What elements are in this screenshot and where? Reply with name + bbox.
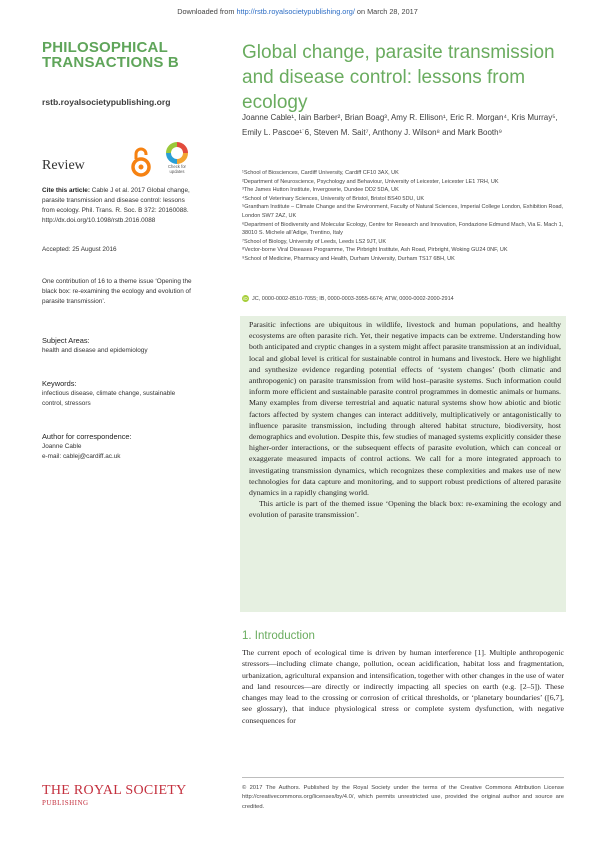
download-notice: Downloaded from http://rstb.royalsocietypublishing.org/ on March 28, 2017 [177,7,418,16]
cite-text: Cable J et al. 2017 Global change, parasite transmission and disease control: lessons from ecology. Phil. Trans. R. Soc. B 372: 20160088. [42,187,190,214]
check-for-updates-badge[interactable]: Check for updates [163,142,191,182]
abstract [249,319,561,521]
article-title: Global change, parasite transmission and disease control: lessons from ecology [242,42,555,113]
accepted-date: Accepted: 25 August 2016 [42,246,117,253]
publisher-logo: THE ROYAL SOCIETY [42,783,187,798]
journal-name: PHILOSOPHICAL TRANSACTIONS B [42,39,179,71]
doi-link[interactable]: http://dx.doi.org/10.1098/rstb.2016.0088 [42,217,156,224]
affiliation: ⁹School of Medicine, Pharmacy and Health, Durham University, Durham TS17 6BH, UK [242,255,455,262]
abstract-text: Parasitic infections are ubiquitous in wildlife, livestock and human populations, and healthy ecosystems are often parasite rich. Yet, their negative impacts can be extreme. Understanding how both anticipated and cryptic changes in a system might affect parasite transmission at an individual, local and global level is critical for sustainable control in humans and livestock. Here we highlight and synthesize evidence regarding potential effects of ‘system changes’ (both climatic and anthropogenic) on parasite transmission from wild host–parasite systems. Such information could inform more efficient and sustainable parasite control programmes in domestic animals or humans. Many examples from diverse terrestrial and aquatic natural systems show how abiotic and biotic factors affected by system changes can interact additively, multiplicatively or antagonistically to influence parasite transmission, including through altered habitat structure, biodiversity, host demographics and evolution. Despite this, few studies of managed systems explicitly consider these higher-order interactions, or the subsequent effects of parasite evolution, which can conceal or exaggerate measured impacts of control actions. We call for a more integrated approach to investigating transmission dynamics, which recognizes these complexities and makes use of new technologies for data capture and monitoring, and to support robust predictions of altered parasite dynamics in a rapidly changing world. [249,320,561,498]
affiliation: ²Department of Neuroscience, Psychology and Behaviour, University of Leicester, Leicester LE1 7RH, UK [242,178,499,185]
keywords: Keywords: infectious disease, climate change, sustainable control, stressors [42,379,176,407]
journal-website[interactable]: rstb.royalsocietypublishing.org [42,97,171,107]
section-body: The current epoch of ecological time is driven by human interference [1]. Multiple anthropogenic stressors—including climate change, pollution, ocean acidification, habitat loss and fragmentation, urbanization, agricultural expansion and intensification, together with other changes in the use of water and land resources—are directly or indirectly impacting all species on earth (e.g. [2–5]). These changes may lead to the crossing or corrosion of critical thresholds, or ‘planetary boundaries’ ([6,7], see glossary), that induce physiological stress or complete system dysfunction, with negative consequences for [242,648,564,725]
citation-block [42,186,192,226]
affiliation: ⁷School of Biology, University of Leeds, Leeds LS2 9JT, UK [242,238,387,245]
correspondence: Author for correspondence: Joanne Cable e-mail: cablej@cardiff.ac.uk [42,432,192,462]
affiliation: ⁸Vector-borne Viral Diseases Programme, The Pirbright Institute, Ash Road, Pirbright, Woking GU24 0NF, UK [242,247,508,254]
correspondence-email[interactable]: e-mail: cablej@cardiff.ac.uk [42,453,121,460]
cite-label: Cite this article: [42,187,90,194]
download-url-link[interactable]: http://rstb.royalsocietypublishing.org/ [236,7,355,16]
affiliation: ¹School of Biosciences, Cardiff University, Cardiff CF10 3AX, UK [242,170,399,176]
affiliations [242,169,564,264]
open-access-icon [130,145,152,179]
affiliation: ⁶Department of Biodiversity and Molecular Ecology, Centre for Research and Innovation, Fondazione Edmund Mach, Via E. Mach 1, 38010 S. Michele all’Adige, Trentino, Italy [242,221,564,237]
author-list: Joanne Cable¹, Iain Barber², Brian Boag³, Amy R. Ellison¹, Eric R. Morgan⁴, Kris Murray⁵, Emily L. Pascoe¹˙6, Steven M. Sait⁷, Anthony J. Wilson⁸ and Mark Booth⁹ [242,113,558,137]
orcid-ids[interactable]: JC, 0000-0002-8510-7055; IB, 0000-0003-3955-6674; ATW, 0000-0002-2000-2914 [252,295,454,302]
affiliation: ⁵Grantham Institute – Climate Change and the Environment, Faculty of Natural Sciences, Imperial College London, Exhibition Road, London SW7 2AZ, UK [242,204,564,219]
license-notice: © 2017 The Authors. Published by the Royal Society under the terms of the Creative Commons Attribution License http://creativecommons.org/licenses/by/4.0/, which permits unrestricted use, provided the original author and source are credited. [242,785,564,810]
theme-contribution: One contribution of 16 to a theme issue ‘Opening the black box: re-examining the ecology and evolution of parasite transmission’. [42,278,192,305]
check-updates-icon [166,142,188,164]
license-divider [242,777,564,778]
affiliation: ⁴School of Veterinary Sciences, University of Bristol, Bristol BS40 5DU, UK [242,195,425,202]
orcid-line [242,295,454,302]
theme-note: This article is part of the themed issue ‘Opening the black box: re-examining the ecology and evolution of parasite transmission’. [249,499,561,520]
publisher-subtitle: PUBLISHING [42,799,89,807]
orcid-icon: iD [243,296,248,301]
article-type: Review [42,158,85,173]
affiliation: ³The James Hutton Institute, Invergowrie, Dundee DD2 5DA, UK [242,187,399,194]
subject-areas: Subject Areas: health and disease and epidemiology [42,336,148,354]
section-heading: 1. Introduction [242,630,315,642]
